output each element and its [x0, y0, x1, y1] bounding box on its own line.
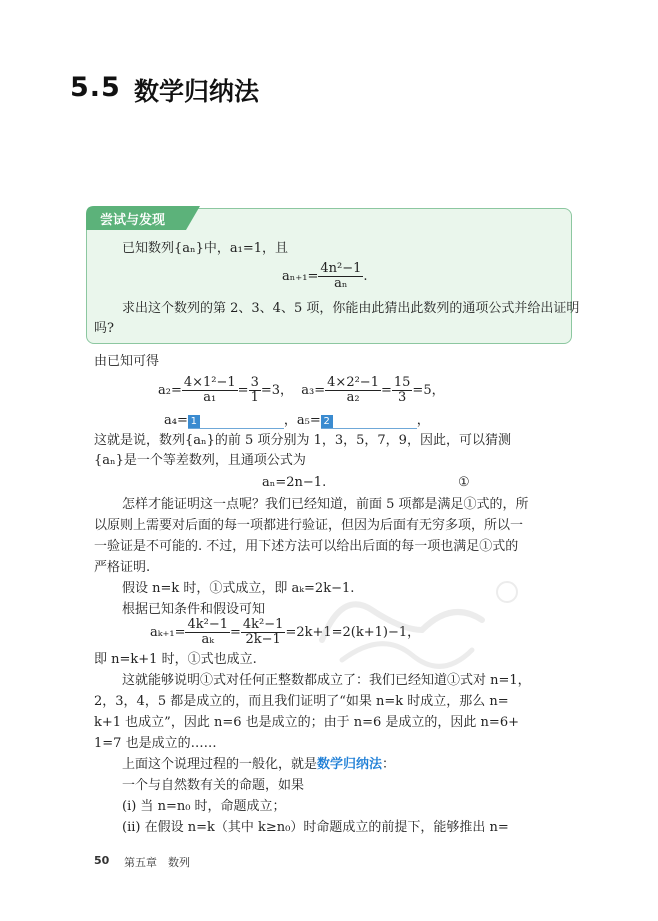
ak-num2: 4k²−1 — [242, 617, 284, 632]
ak-eq: = — [230, 625, 241, 640]
a3-den2: 3 — [398, 390, 407, 405]
a3-num2: 15 — [393, 375, 411, 390]
try-discover-tab — [86, 206, 200, 230]
a2-num2: 3 — [250, 375, 259, 390]
term-math-induction: 数学归纳法 — [317, 757, 383, 772]
ak-den2: 2k−1 — [245, 632, 281, 647]
formula-fraction — [318, 262, 363, 291]
ak-frac1 — [185, 618, 230, 647]
p15: 一个与自然数有关的命题，如果 — [122, 778, 305, 793]
a5-lhs: ，a₅= — [283, 413, 321, 428]
section-number: 5.5 — [70, 72, 121, 103]
p1: 这就是说，数列{aₙ}的前 5 项分别为 1，3，5，7，9，因此，可以猜测 — [94, 433, 511, 448]
a3-num: 4×2²−1 — [327, 375, 379, 390]
p9: 即 n=k+1 时，①式也成立. — [94, 652, 257, 667]
blank-2[interactable] — [321, 415, 417, 429]
eq-a2-a3 — [158, 376, 445, 405]
formula-den: aₙ — [334, 276, 348, 291]
eq1-label: ① — [458, 475, 470, 490]
p4: 以原则上需要对后面的每一项都进行验证，但因为后面有无穷多项，所以一 — [94, 518, 524, 533]
ak-res: =2k+1=2(k+1)−1， — [285, 625, 421, 640]
ak-den1: aₖ — [201, 632, 214, 647]
eq-a4-a5 — [164, 413, 430, 429]
formula-end: . — [363, 269, 368, 284]
blank-end: ， — [416, 413, 430, 428]
section-title: 数学归纳法 — [134, 77, 260, 106]
formula-num: 4n²−1 — [320, 261, 362, 276]
p5: 一验证是不可能的. 不过，用下述方法可以给出后面的每一项也满足①式的 — [94, 539, 519, 554]
p12: k+1 也成立”，因此 n=6 也是成立的；由于 n=6 是成立的，因此 n=6+ — [94, 715, 519, 730]
a2-frac1 — [182, 376, 238, 405]
blank-1-tag: 1 — [188, 415, 200, 428]
try-line3: 吗? — [94, 321, 114, 336]
p14-colon: ： — [382, 757, 396, 772]
try-line2: 求出这个数列的第 2、3、4、5 项，你能由此猜出此数列的通项公式并给出证明 — [122, 301, 580, 316]
a2-frac2 — [249, 376, 261, 405]
p11: 2，3，4，5 都是成立的，而且我们证明了“如果 n=k 时成立，那么 n= — [94, 694, 509, 709]
page-number: 50 — [94, 854, 110, 867]
p8: 根据已知条件和假设可知 — [122, 602, 266, 617]
p14 — [122, 757, 395, 773]
watermark-logo — [302, 570, 522, 680]
p16: (i) 当 n=n₀ 时，命题成立； — [122, 799, 286, 814]
ak-lhs: aₖ₊₁= — [150, 625, 186, 640]
blank-2-tag: 2 — [321, 415, 333, 428]
a2-den: a₁ — [203, 390, 217, 405]
p10: 这就能够说明①式对任何正整数都成立了：我们已经知道①式对 n=1， — [122, 673, 531, 688]
a2-res: =3， — [260, 383, 294, 398]
a2-lhs: a₂= — [158, 383, 182, 398]
eq1: aₙ=2n−1. — [262, 475, 327, 490]
ak-num1: 4k²−1 — [187, 617, 228, 632]
p7: 假设 n=k 时，①式成立，即 aₖ=2k−1. — [122, 581, 355, 596]
p17: (ii) 在假设 n=k（其中 k≥n₀）时命题成立的前提下，能够推出 n= — [122, 820, 509, 835]
p2: {aₙ}是一个等差数列，且通项公式为 — [94, 453, 306, 468]
a3-frac2 — [392, 376, 413, 405]
try-formula — [282, 262, 368, 291]
p14-text: 上面这个说理过程的一般化，就是 — [122, 757, 318, 772]
a2-eq: = — [237, 383, 249, 398]
p-known: 由已知可得 — [94, 354, 160, 369]
a3-den: a₂ — [346, 390, 360, 405]
a4-lhs: a₄= — [164, 413, 188, 428]
p3: 怎样才能证明这一点呢？我们已经知道，前面 5 项都是满足①式的，所 — [122, 497, 529, 512]
p6: 严格证明. — [94, 560, 151, 575]
tab-label: 尝试与发现 — [100, 213, 166, 228]
a2-den2: 1 — [250, 390, 259, 405]
formula-lhs: aₙ₊₁= — [282, 269, 319, 284]
a3-res: =5， — [412, 383, 445, 398]
p13: 1=7 也是成立的…… — [94, 736, 217, 751]
a3-lhs: a₃= — [301, 383, 326, 398]
blank-1[interactable] — [188, 415, 284, 429]
a2-num: 4×1²−1 — [183, 375, 236, 390]
a3-frac1 — [325, 376, 381, 405]
ak-frac2 — [241, 618, 286, 647]
try-line1: 已知数列{aₙ}中，a₁=1，且 — [122, 241, 289, 256]
a3-eq: = — [380, 383, 392, 398]
chapter-label: 第五章 数列 — [124, 856, 190, 869]
